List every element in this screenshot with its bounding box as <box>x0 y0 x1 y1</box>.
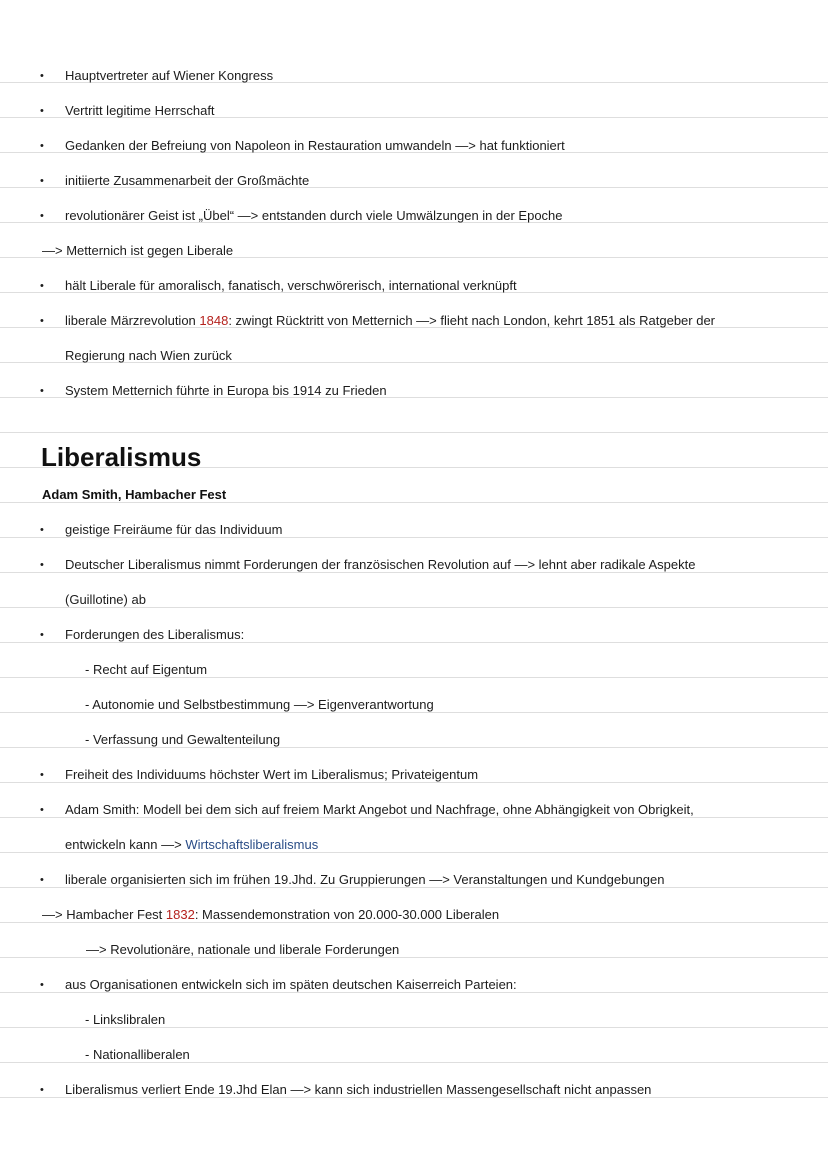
text-segment: : zwingt Rücktritt von Metternich —> flieht nach London, kehrt 1851 als Ratgeber der <box>228 313 716 328</box>
bullet-icon: • <box>40 210 44 222</box>
sub-item-text: - Linkslibralen <box>85 1012 166 1027</box>
list-item-text <box>65 837 318 853</box>
bullet-icon: • <box>40 629 44 641</box>
bullet-icon: • <box>40 385 44 397</box>
bullet-icon: • <box>40 70 44 82</box>
bullet-icon: • <box>40 804 44 816</box>
ruled-line <box>0 432 828 433</box>
bullet-icon: • <box>40 105 44 117</box>
list-item-text: initiierte Zusammenarbeit der Großmächte <box>65 173 310 188</box>
list-item-text: Gedanken der Befreiung von Napoleon in Restauration umwandeln —> hat funktioniert <box>65 138 565 153</box>
text-segment: entwickeln kann —> <box>65 837 186 852</box>
list-item-text: Hauptvertreter auf Wiener Kongress <box>65 68 274 83</box>
list-item-text: Deutscher Liberalismus nimmt Forderungen der französischen Revolution auf —> lehnt aber radikale Aspekte <box>65 557 696 572</box>
list-item-text: geistige Freiräume für das Individuum <box>65 522 283 537</box>
section-subtitle: Adam Smith, Hambacher Fest <box>42 487 227 502</box>
sub-item-text: - Verfassung und Gewaltenteilung <box>85 732 281 747</box>
highlighted-year: 1848 <box>199 313 229 328</box>
sub-item-text: - Autonomie und Selbstbestimmung —> Eigenverantwortung <box>85 697 434 712</box>
list-item-text: (Guillotine) ab <box>65 592 146 607</box>
bullet-icon: • <box>40 874 44 886</box>
bullet-icon: • <box>40 524 44 536</box>
text-segment: —> Hambacher Fest <box>42 907 166 922</box>
list-item-text: aus Organisationen entwickeln sich im späten deutschen Kaiserreich Parteien: <box>65 977 517 992</box>
bullet-icon: • <box>40 280 44 292</box>
bullet-icon: • <box>40 769 44 781</box>
text-segment: liberale Märzrevolution <box>65 313 200 328</box>
list-item-text: Forderungen des Liberalismus: <box>65 627 245 642</box>
text-segment: : Massendemonstration von 20.000-30.000 Liberalen <box>194 907 500 922</box>
list-item-text: hält Liberale für amoralisch, fanatisch, verschwörerisch, international verknüpft <box>65 278 517 293</box>
section-title: Liberalismus <box>41 442 202 472</box>
list-item-text: revolutionärer Geist ist „Übel“ —> entstanden durch viele Umwälzungen in der Epoche <box>65 208 563 223</box>
list-item-text: Regierung nach Wien zurück <box>65 348 232 363</box>
bullet-icon: • <box>40 175 44 187</box>
sub-item-text: - Nationalliberalen <box>85 1047 190 1062</box>
sub-item-text: - Recht auf Eigentum <box>85 662 208 677</box>
bullet-icon: • <box>40 979 44 991</box>
highlighted-term: Wirtschaftsliberalismus <box>185 837 319 852</box>
list-item-text: liberale organisierten sich im frühen 19.Jhd. Zu Gruppierungen —> Veranstaltungen und Kundgebungen <box>65 872 665 887</box>
list-item-text: System Metternich führte in Europa bis 1914 zu Frieden <box>65 383 387 398</box>
list-item-text: Freiheit des Individuums höchster Wert im Liberalismus; Privateigentum <box>65 767 479 782</box>
arrow-note-text <box>42 907 499 923</box>
bullet-icon: • <box>40 559 44 571</box>
list-item-text <box>65 313 715 329</box>
bullet-icon: • <box>40 140 44 152</box>
bullet-icon: • <box>40 315 44 327</box>
list-item-text: Vertritt legitime Herrschaft <box>65 103 215 118</box>
bullet-icon: • <box>40 1084 44 1096</box>
list-item-text: Liberalismus verliert Ende 19.Jhd Elan —> kann sich industriellen Massengesellschaft nicht anpassen <box>65 1082 652 1097</box>
highlighted-year: 1832 <box>165 907 195 922</box>
list-item-text: Adam Smith: Modell bei dem sich auf freiem Markt Angebot und Nachfrage, ohne Abhängigkeit von Obrigkeit, <box>65 802 694 817</box>
arrow-subnote-text: —> Revolutionäre, nationale und liberale Forderungen <box>86 942 400 957</box>
arrow-note-text: —> Metternich ist gegen Liberale <box>42 243 234 258</box>
